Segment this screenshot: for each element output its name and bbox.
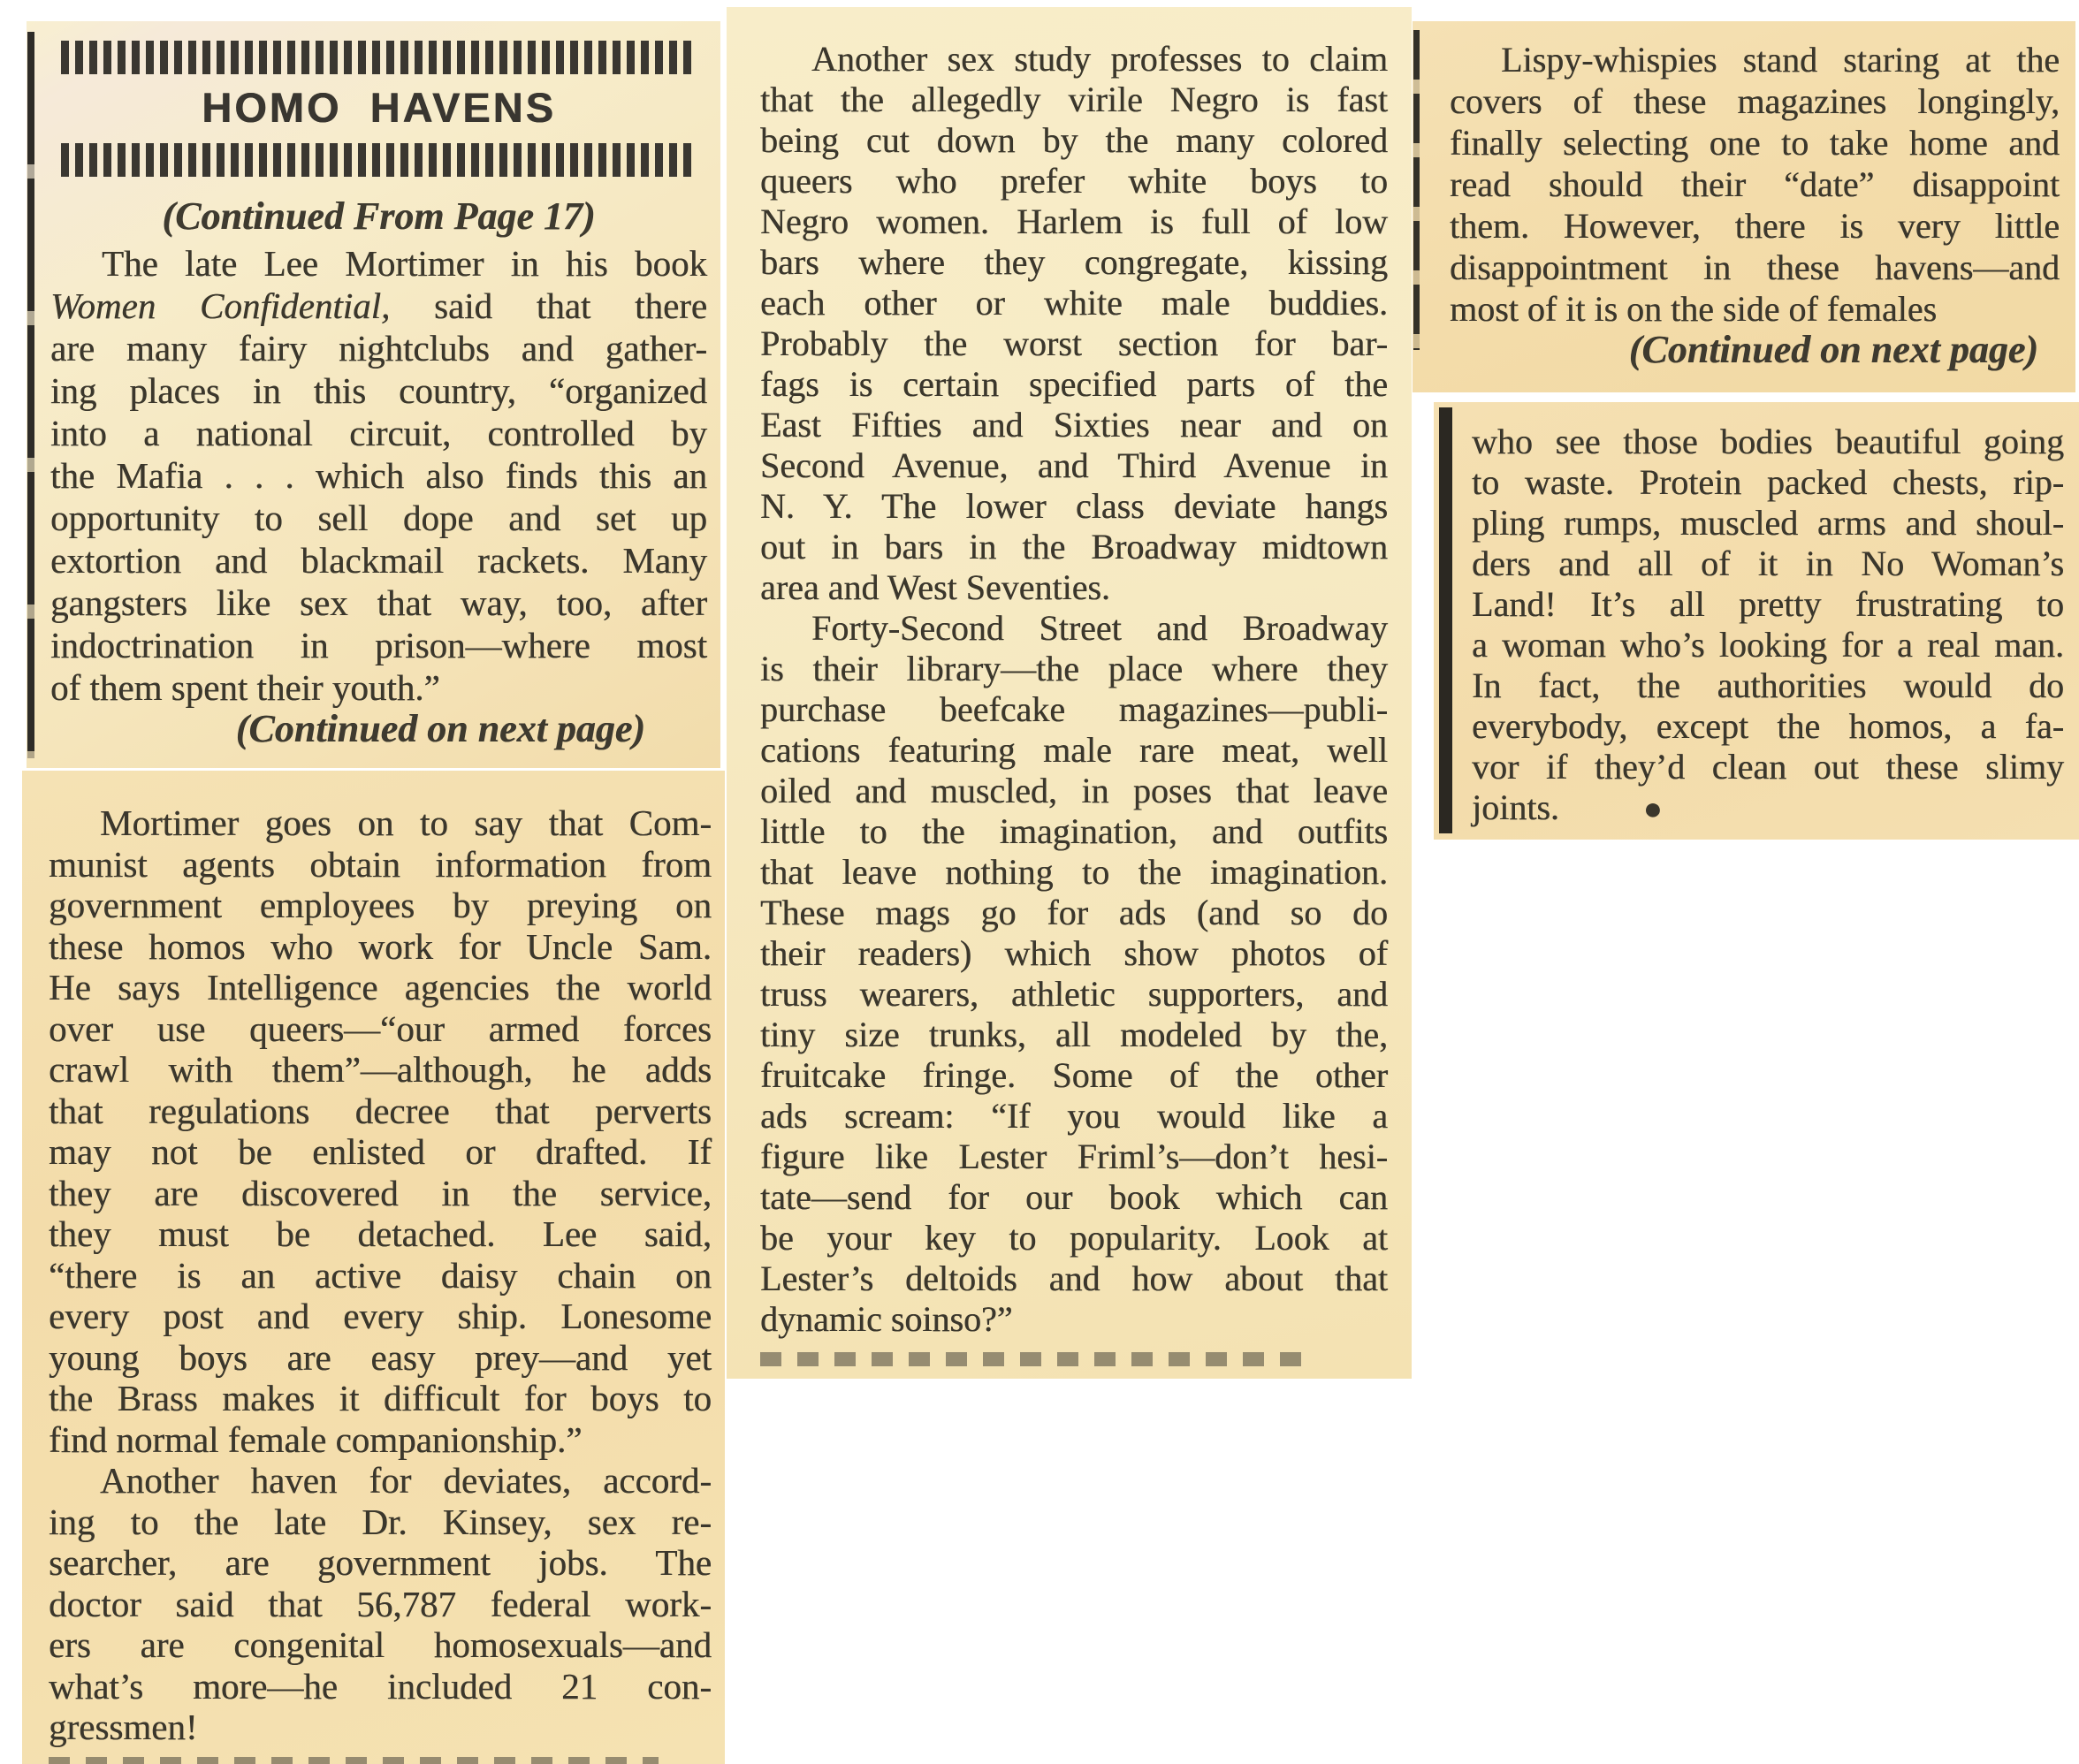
clipping-right-top: [1413, 21, 2075, 392]
text-line: every post and every ship. Lonesome: [49, 1296, 712, 1336]
continued-from-note: (Continued From Page 17): [162, 194, 596, 238]
body-text-right-top: [1450, 39, 2060, 330]
text-line: that leave nothing to the imagination.: [760, 852, 1388, 892]
text-line: “there is an active daisy chain on: [49, 1254, 712, 1296]
text-line: Forty-Second Street and Broadway: [811, 608, 1388, 648]
text-line: everybody, except the homos, a fa-: [1472, 706, 2064, 746]
text-line: they must be detached. Lee said,: [49, 1213, 712, 1254]
text-line: cations featuring male rare meat, well: [760, 730, 1388, 770]
text-segment: said that there: [390, 285, 707, 326]
text-line: to waste. Protein packed chests, rip-: [1472, 462, 2064, 502]
text-line: Mortimer goes on to say that Com-: [100, 802, 712, 843]
text-line: most of it is on the side of females: [1450, 289, 1938, 329]
clipping-left-top: [27, 21, 720, 768]
end-of-article-bullet: ●: [1642, 791, 1663, 826]
text-line: what’s more—he included 21 con-: [49, 1665, 712, 1707]
text-line: each other or white male buddies.: [760, 283, 1388, 323]
text-line: area and West Seventies.: [760, 567, 1110, 607]
text-line: Probably the worst section for bar-: [760, 323, 1388, 363]
text-line: may not be enlisted or drafted. If: [49, 1131, 712, 1172]
text-line: be your key to popularity. Look at: [760, 1218, 1388, 1258]
text-line: extortion and blackmail rackets. Many: [50, 540, 707, 581]
text-line: over use queers—“our armed forces: [49, 1007, 712, 1049]
text-line: Another haven for deviates, accord-: [100, 1460, 712, 1501]
continued-next-note-right: (Continued on next page): [1628, 328, 2038, 371]
text-line: into a national circuit, controlled by: [50, 413, 707, 453]
text-line: Lispy-whispies stand staring at the: [1501, 40, 2060, 80]
text-line: out in bars in the Broadway midtown: [760, 527, 1388, 566]
text-line: purchase beefcake magazines—publi-: [760, 689, 1388, 729]
text-line: fruitcake fringe. Some of the other: [760, 1055, 1388, 1095]
text-line: crawl with them”—although, he adds: [49, 1049, 712, 1090]
clipping-right-bottom: [1434, 402, 2079, 840]
article-title: HOMO HAVENS: [202, 84, 556, 131]
continued-next-note-left: (Continued on next page): [235, 707, 645, 750]
text-line: Negro women. Harlem is full of low: [760, 201, 1388, 241]
text-line: fags is certain specified parts of the: [760, 364, 1388, 404]
text-line: These mags go for ads (and so do: [760, 893, 1388, 932]
text-line: bars where they congregate, kissing: [760, 242, 1388, 282]
text-line: is their library—the place where they: [760, 649, 1388, 688]
text-segment: joints.: [1472, 787, 1559, 827]
text-line: searcher, are government jobs. The: [49, 1542, 712, 1583]
text-line: tiny size trunks, all modeled by the,: [760, 1015, 1388, 1054]
text-line: who see those bodies beautiful going: [1472, 422, 2064, 461]
text-line: gangsters like sex that way, too, after: [50, 582, 707, 623]
text-line: munist agents obtain information from: [49, 843, 712, 885]
text-line: ing places in this country, “organized: [50, 370, 707, 411]
text-line: ing to the late Dr. Kinsey, sex re-: [49, 1501, 712, 1542]
clipping-left-bottom: [22, 771, 725, 1764]
text-line: government employees by preying on: [49, 885, 712, 925]
text-line: indoctrination in prison—where most: [50, 625, 707, 665]
column-rule-right-bottom: [1439, 407, 1452, 833]
text-line: little to the imagination, and outfits: [760, 811, 1388, 851]
cut-off-text-line: [760, 1352, 1308, 1366]
text-line: ers are congenital homosexuals—and: [49, 1624, 712, 1665]
column-rule-right-top: [1413, 30, 1420, 350]
text-line: truss wearers, athletic supporters, and: [760, 974, 1388, 1014]
text-line: them. However, there is very little: [1450, 206, 2060, 246]
text-line: young boys are easy prey—and yet: [49, 1336, 712, 1378]
divider-bar-top: [61, 41, 695, 74]
text-line: vor if they’d clean out these slimy: [1472, 747, 2064, 787]
body-text-left-bottom: [49, 802, 712, 1748]
text-line: [1472, 787, 2064, 829]
text-line: queers who prefer white boys to: [760, 161, 1388, 201]
text-line: their readers) which show photos of: [760, 933, 1388, 973]
text-line: N. Y. The lower class deviate hangs: [760, 486, 1388, 526]
text-line: pling rumps, muscled arms and shoul-: [1472, 503, 2064, 543]
text-line: Another sex study professes to claim: [811, 39, 1388, 79]
text-line: doctor said that 56,787 federal work-: [49, 1583, 712, 1624]
text-line: ders and all of it in No Woman’s: [1472, 544, 2064, 583]
text-line: find normal female companionship.”: [49, 1418, 583, 1460]
cut-off-text-line: [49, 1757, 659, 1764]
text-line: opportunity to sell dope and set up: [50, 498, 707, 538]
text-line: tate—send for our book which can: [760, 1177, 1388, 1217]
text-line: Lester’s deltoids and how about that: [760, 1258, 1388, 1298]
text-line: a woman who’s looking for a real man.: [1472, 625, 2064, 665]
text-line: In fact, the authorities would do: [1472, 665, 2064, 705]
text-line: read should their “date” disappoint: [1450, 164, 2060, 204]
text-line: dynamic soinso?”: [760, 1299, 1013, 1339]
text-line: Second Avenue, and Third Avenue in: [760, 445, 1388, 485]
text-line: they are discovered in the service,: [49, 1172, 712, 1213]
text-line: these homos who work for Uncle Sam.: [49, 925, 712, 967]
body-text-middle: [760, 39, 1388, 1340]
text-line: that the allegedly virile Negro is fast: [760, 80, 1388, 119]
divider-bar-bottom: [61, 143, 695, 177]
text-line: East Fifties and Sixties near and on: [760, 405, 1388, 445]
text-line: of them spent their youth.”: [50, 667, 440, 708]
text-line: the Brass makes it difficult for boys to: [49, 1378, 712, 1418]
text-line: ads scream: “If you would like a: [760, 1096, 1388, 1136]
text-line: disappointment in these havens—and: [1450, 247, 2060, 287]
text-line: The late Lee Mortimer in his book: [102, 243, 707, 284]
text-line: He says Intelligence agencies the world: [49, 967, 712, 1007]
text-line: covers of these magazines longingly,: [1450, 81, 2060, 121]
text-line: are many fairy nightclubs and gather-: [50, 328, 707, 369]
text-line: figure like Lester Friml’s—don’t hesi-: [760, 1137, 1388, 1176]
text-segment: Women Confidential,: [50, 285, 391, 326]
body-text-left-top: [50, 242, 707, 709]
text-line: the Mafia . . . which also finds this an: [50, 455, 707, 496]
clipping-middle: [727, 7, 1412, 1379]
text-line: finally selecting one to take home and: [1450, 123, 2060, 163]
text-line: gressmen!: [49, 1707, 198, 1747]
text-line: that regulations decree that perverts: [49, 1090, 712, 1131]
body-text-right-bottom: [1472, 422, 2064, 829]
text-line: [50, 285, 707, 327]
text-line: being cut down by the many colored: [760, 120, 1388, 160]
text-line: oiled and muscled, in poses that leave: [760, 771, 1388, 810]
column-rule-left: [27, 32, 34, 758]
text-line: Land! It’s all pretty frustrating to: [1472, 584, 2064, 624]
